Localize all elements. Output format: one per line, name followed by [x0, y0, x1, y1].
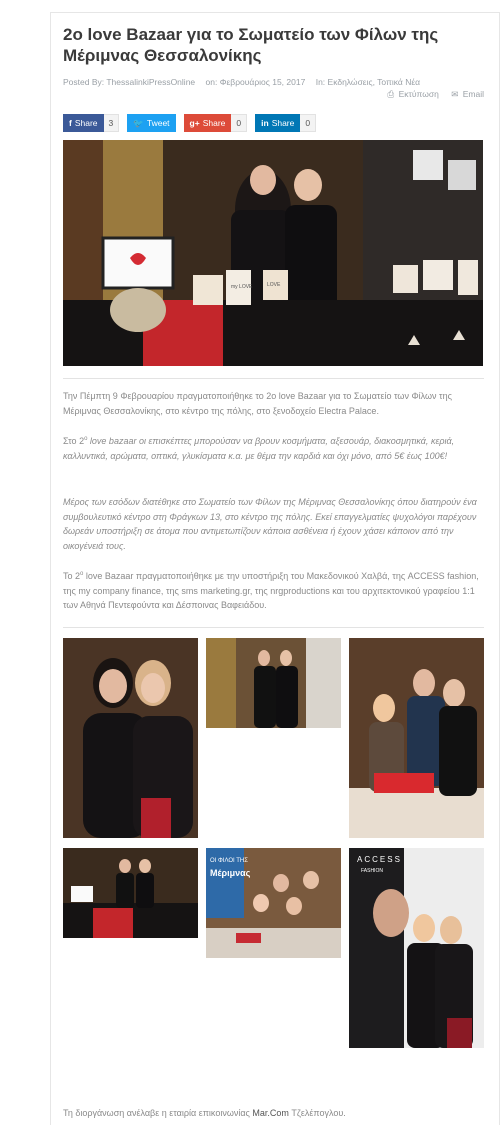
googleplus-share-button[interactable]: g+ Share 0 [184, 114, 248, 132]
envelope-icon: ✉ [451, 89, 459, 99]
paragraph-2: Στο $2^o$ love bazaar οι επισκέπτες μπορούσαν να βρουν κοσμήματα, αξεσουάρ, διακοσμητικά, κεριά, καλλυντικά, αρώματα, οπτικά, γλυκίσματα κ.α. με θέμα την καρδιά και όχι μόνο, από 5€ έως 100€! [63, 436, 455, 461]
gallery-photo-4[interactable] [63, 848, 198, 938]
access-logo-sub: FASHION [361, 867, 383, 874]
hero-sign2-text: LOVE [267, 282, 281, 288]
divider-2 [63, 627, 484, 628]
print-icon: ⎙ [387, 89, 395, 99]
banner-text: ΟΙ ΦΙΛΟΙ ΤΗΣ [210, 857, 248, 864]
email-button[interactable]: ✉ Email [451, 89, 484, 99]
article-tools [63, 89, 484, 100]
category-links[interactable]: Εκδηλώσεις, Τοπικά Νέα [327, 77, 421, 87]
article-meta [63, 76, 484, 88]
linkedin-icon: in [261, 118, 269, 128]
hero-photo [63, 140, 483, 366]
googleplus-share-count: 0 [231, 114, 247, 132]
paragraph-1: Την Πέμπτη 9 Φεβρουαρίου πραγματοποιήθηκε το 2ο love Bazaar για το Σωματείο των Φίλων της Μέριμνας Θεσσαλονίκης, στο κέντρο της πόλης, στο ξενοδοχείο Electra Palace. [63, 391, 452, 416]
footer-paragraph: Τη διοργάνωση ανέλαβε η εταιρία επικοινωνίας Mar.Com Τζελέπογλου. [63, 1108, 346, 1118]
googleplus-icon: g+ [189, 118, 200, 128]
paragraph-3: Μέρος των εσόδων διατέθηκε στο Σωματείο των Φίλων της Μέριμνας Θεσσαλονίκης όπου διατηρούν ένα συμβουλευτικό κέντρο στη Φράγκων 13, στο κέντρο της πόλης. Εκεί επαγγελματίες ψυχολόγοι παρέχουν δωρεάν υποστήριξη σε άτομα που αντιμετωπίζουν κάποια ασθένεια ή έχουν χάσει κάποιον από την οικογένειά τους. [63, 497, 477, 551]
gallery-photo-3[interactable] [349, 638, 484, 838]
hero-sign-text: my LOVE [231, 284, 253, 290]
posted-by-label: Posted By: [63, 77, 105, 87]
gallery-photo-5[interactable] [206, 848, 341, 958]
article [63, 24, 484, 1058]
photo-gallery [63, 638, 484, 1058]
banner-text-2: Μέριμνας [210, 867, 251, 878]
article-title: 2o love Bazaar για το Σωματείο των Φίλων της Μέριμνας Θεσσαλονίκης [63, 25, 439, 65]
gallery-photo-1[interactable] [63, 638, 198, 838]
access-logo-text: ACCESS [357, 854, 402, 864]
gallery-photo-6[interactable] [349, 848, 484, 1048]
divider [63, 378, 484, 379]
hero-photo-illustration [63, 140, 483, 366]
date-link[interactable]: Φεβρουάριος 15, 2017 [219, 77, 306, 87]
linkedin-share-button[interactable]: in Share 0 [255, 114, 316, 132]
gallery-photo-2[interactable] [206, 638, 341, 728]
linkedin-share-count: 0 [300, 114, 316, 132]
date-label: on: [205, 77, 218, 87]
category-label: In: [315, 77, 326, 87]
paragraph-4: Το $2^o$ love Bazaar πραγματοποιήθηκε με την υποστήριξη του Μακεδονικού Χαλβά, της ACCESS fashion, της my company finance, της sms marketing.gr, της nrgproductions και του αρχιτεκτονικού γραφείου 1:1 των Αθηνά Πεντεφούντα και Δέσποινας Βαφειάδου. [63, 571, 479, 610]
author-link[interactable]: ThessalinkiPressOnline [106, 77, 196, 87]
facebook-share-count: 3 [104, 114, 120, 132]
facebook-share-button[interactable]: f Share 3 [63, 114, 119, 132]
facebook-icon: f [69, 118, 72, 128]
print-button[interactable]: ⎙ Εκτύπωση [387, 89, 439, 99]
share-bar [63, 114, 484, 132]
twitter-icon: 🐦 [133, 117, 144, 128]
twitter-share-button[interactable]: 🐦 Tweet [127, 114, 175, 132]
